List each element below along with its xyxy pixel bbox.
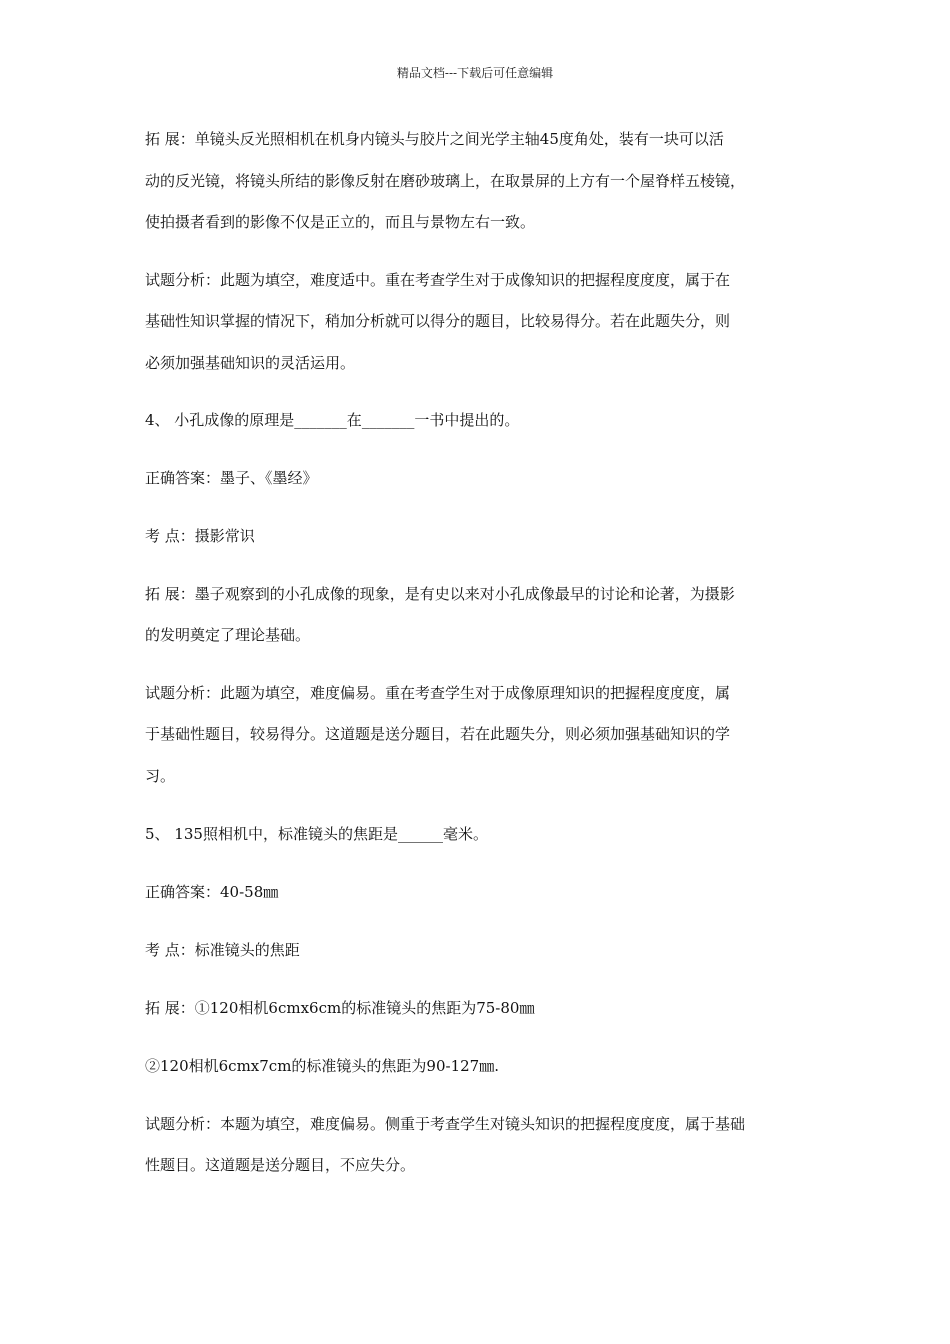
answer-line: 正确答案：墨子、《墨经》 xyxy=(145,469,318,487)
answer-line: 正确答案：40-58㎜ xyxy=(145,883,279,901)
paragraph-line: 试题分析：本题为填空，难度偏易。侧重于考查学生对镜头知识的把握程度度度，属于基础 xyxy=(145,1115,746,1133)
topic-line: 考 点：摄影常识 xyxy=(145,527,255,545)
topic-line: 考 点：标准镜头的焦距 xyxy=(145,941,300,959)
question-4: 4、 小孔成像的原理是_______在_______一书中提出的。 xyxy=(145,411,520,429)
paragraph-line: 使拍摄者看到的影像不仅是正立的，而且与景物左右一致。 xyxy=(145,213,536,231)
paragraph-line: 动的反光镜，将镜头所结的影像反射在磨砂玻璃上，在取景屏的上方有一个屋脊样五棱镜， xyxy=(145,172,746,190)
paragraph-line: 必须加强基础知识的灵活运用。 xyxy=(145,354,356,372)
paragraph-line: ②120相机6cmx7cm的标准镜头的焦距为90-127㎜. xyxy=(145,1057,499,1075)
paragraph-line: 试题分析：此题为填空，难度适中。重在考查学生对于成像知识的把握程度度度，属于在 xyxy=(145,271,731,289)
paragraph-line: 拓 展：单镜头反光照相机在机身内镜头与胶片之间光学主轴45度角处，装有一块可以活 xyxy=(145,130,724,148)
paragraph-line: 试题分析：此题为填空，难度偏易。重在考查学生对于成像原理知识的把握程度度度，属 xyxy=(145,684,731,702)
question-5: 5、 135照相机中，标准镜头的焦距是______毫米。 xyxy=(145,825,488,843)
paragraph-line: 拓 展：①120相机6cmx6cm的标准镜头的焦距为75-80㎜ xyxy=(145,999,535,1017)
paragraph-line: 于基础性题目，较易得分。这道题是送分题目，若在此题失分，则必须加强基础知识的学 xyxy=(145,725,731,743)
paragraph-line: 习。 xyxy=(145,767,176,785)
paragraph-line: 基础性知识掌握的情况下，稍加分析就可以得分的题目，比较易得分。若在此题失分，则 xyxy=(145,312,731,330)
paragraph-line: 拓 展：墨子观察到的小孔成像的现象，是有史以来对小孔成像最早的讨论和论著，为摄影 xyxy=(145,585,735,603)
paragraph-line: 性题目。这道题是送分题目，不应失分。 xyxy=(145,1156,416,1174)
paragraph-line: 的发明奠定了理论基础。 xyxy=(145,626,311,644)
page-header: 精品文档---下载后可任意编辑 xyxy=(396,66,554,80)
